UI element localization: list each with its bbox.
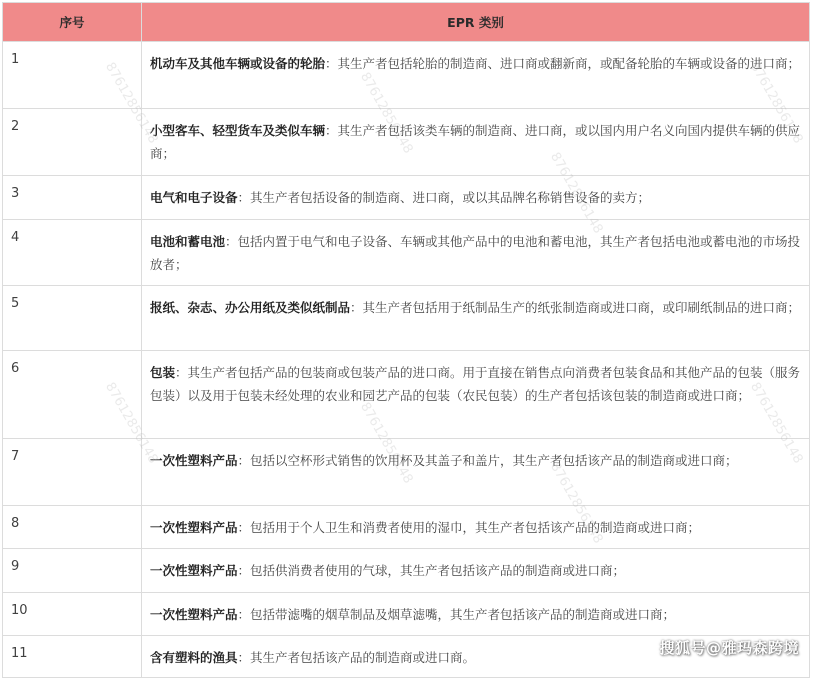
row-number: 5 (3, 286, 142, 351)
row-description (142, 351, 810, 439)
row-number: 6 (3, 351, 142, 439)
row-text: ：包括带滤嘴的烟草制品及烟草滤嘴，其生产者包括该产品的制造商或进口商； (237, 607, 676, 622)
table-row (3, 286, 810, 351)
table-row (3, 506, 810, 549)
row-text: ：包括以空杯形式销售的饮用杯及其盖子和盖片，其生产者包括该产品的制造商或进口商； (237, 453, 738, 468)
row-number: 10 (3, 593, 142, 636)
row-text: ：包括供消费者使用的气球，其生产者包括该产品的制造商或进口商； (237, 563, 626, 578)
row-description (142, 42, 810, 109)
watermark-text: 87612856148 (547, 150, 606, 237)
row-term: 小型客车、轻型货车及类似车辆 (150, 123, 326, 138)
row-number: 3 (3, 176, 142, 220)
row-term: 电气和电子设备 (150, 190, 238, 205)
table-row (3, 593, 810, 636)
table-row (3, 439, 810, 506)
row-text: ：包括用于个人卫生和消费者使用的湿巾，其生产者包括该产品的制造商或进口商； (237, 520, 701, 535)
watermark-text: 87612856148 (102, 380, 161, 467)
row-number: 7 (3, 439, 142, 506)
row-term: 一次性塑料产品 (150, 453, 238, 468)
watermark-text: 87612856148 (747, 380, 806, 467)
row-term: 包装 (150, 365, 176, 380)
row-text: ：包括内置于电气和电子设备、车辆或其他产品中的电池和蓄电池，其生产者包括电池或蓄电池的市场投放者； (150, 234, 801, 272)
row-text: ：其生产者包括设备的制造商、进口商，或以其品牌名称销售设备的卖方； (237, 190, 651, 205)
row-term: 一次性塑料产品 (150, 520, 238, 535)
row-description (142, 549, 810, 593)
table-row (3, 109, 810, 176)
row-term: 机动车及其他车辆或设备的轮胎 (150, 56, 326, 71)
row-term: 一次性塑料产品 (150, 607, 238, 622)
table-row (3, 176, 810, 220)
table-row (3, 220, 810, 286)
row-number: 4 (3, 220, 142, 286)
row-description (142, 506, 810, 549)
table-row (3, 42, 810, 109)
row-text: ：其生产者包括该类车辆的制造商、进口商，或以国内用户名义向国内提供车辆的供应商； (150, 123, 801, 161)
table-row (3, 549, 810, 593)
row-term: 电池和蓄电池 (150, 234, 226, 249)
row-description (142, 220, 810, 286)
watermark-text: 87612856148 (357, 70, 416, 157)
row-number: 8 (3, 506, 142, 549)
row-text: ：其生产者包括产品的包装商或包装产品的进口商。用于直接在销售点向消费者包装食品和其他产品的包装（服务包装）以及用于包装未经处理的农业和园艺产品的包装（农民包装）的生产者包括该包装的制造商或进口商； (150, 365, 801, 403)
header-category: EPR 类别 (142, 3, 810, 42)
row-description (142, 286, 810, 351)
table-row (3, 351, 810, 439)
row-number: 1 (3, 42, 142, 109)
watermark-text: 87612856148 (547, 460, 606, 547)
row-number: 9 (3, 549, 142, 593)
row-description (142, 593, 810, 636)
row-term: 含有塑料的渔具 (150, 650, 238, 665)
row-term: 报纸、杂志、办公用纸及类似纸制品 (150, 300, 351, 315)
watermark-text: 87612856148 (357, 400, 416, 487)
epr-category-table (2, 2, 810, 678)
row-text: ：其生产者包括该产品的制造商或进口商。 (237, 650, 476, 665)
row-number: 2 (3, 109, 142, 176)
row-description (142, 109, 810, 176)
watermark-text: 87612856148 (102, 60, 161, 147)
row-number: 11 (3, 636, 142, 678)
row-description (142, 176, 810, 220)
row-description (142, 439, 810, 506)
table-header-row (3, 3, 810, 42)
row-text: ：其生产者包括轮胎的制造商、进口商或翻新商，或配备轮胎的车辆或设备的进口商； (325, 56, 801, 71)
row-term: 一次性塑料产品 (150, 563, 238, 578)
source-watermark: 搜狐号@雅玛森跨境 (659, 639, 799, 657)
row-text: ：其生产者包括用于纸制品生产的纸张制造商或进口商，或印刷纸制品的进口商； (350, 300, 801, 315)
header-num: 序号 (3, 3, 142, 42)
watermark-text: 87612856148 (747, 60, 806, 147)
